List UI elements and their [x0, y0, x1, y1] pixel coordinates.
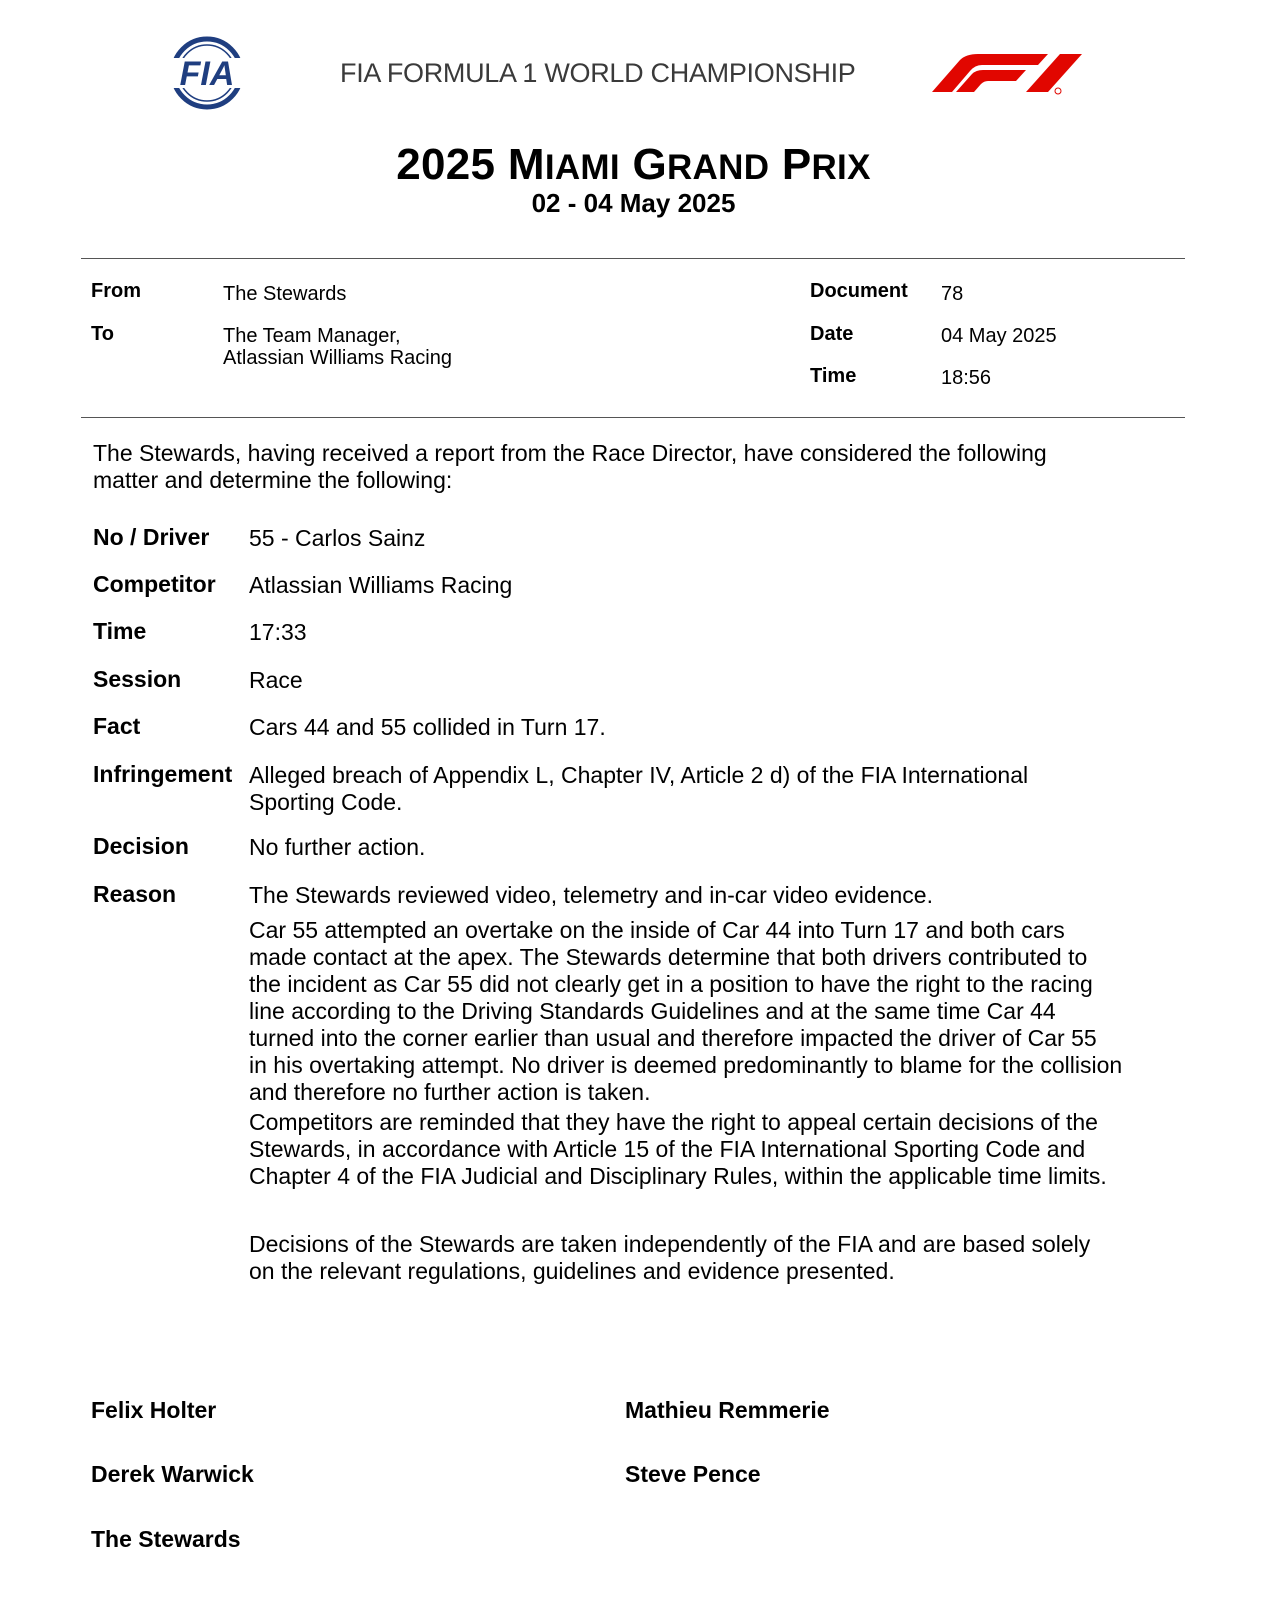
steward-name-2: Mathieu Remmerie [625, 1397, 830, 1423]
fact-value: Cars 44 and 55 collided in Turn 17. [249, 714, 606, 740]
document-value: 78 [941, 283, 964, 305]
incident-time-label: Time [93, 618, 147, 644]
top-divider [81, 258, 1185, 259]
event-dates: 02 - 04 May 2025 [531, 188, 736, 218]
from-value: The Stewards [223, 283, 347, 305]
time-value: 18:56 [941, 367, 992, 389]
date-value: 04 May 2025 [941, 325, 1057, 347]
fact-label: Fact [93, 713, 141, 739]
steward-name-4: Steve Pence [625, 1461, 761, 1487]
decision-label: Decision [93, 833, 189, 859]
steward-name-3: Derek Warwick [91, 1461, 254, 1487]
to-label: To [91, 323, 114, 345]
f1-logo [930, 50, 1085, 98]
session-label: Session [93, 666, 182, 692]
competitor-label: Competitor [93, 571, 216, 597]
steward-name-1: Felix Holter [91, 1397, 217, 1423]
infringement-value: Alleged breach of Appendix L, Chapter IV, Article 2 d) of the FIA International Sporting Code. [249, 762, 1029, 815]
document-label: Document [810, 280, 908, 302]
reason-paragraph-1: The Stewards reviewed video, telemetry and in-car video evidence. [249, 882, 933, 908]
reason-paragraph-3: Competitors are reminded that they have the right to appeal certain decisions of the Stewards, in accordance with Article 15 of the FIA International Sporting Code and Chapter 4 of the FIA Judicial and Disciplinary Rules, within the applicable time limits. [249, 1109, 1107, 1189]
time-label: Time [810, 365, 857, 387]
infringement-label: Infringement [93, 761, 233, 787]
from-label: From [91, 280, 141, 302]
reason-paragraph-2: Car 55 attempted an overtake on the inside of Car 44 into Turn 17 and both cars made contact at the apex. The Stewards determine that both drivers contributed to the incident as Car 55 did not clearly get in a position to have the right to the racing line according to the Driving Standards Guidelines and at the same time Car 44 turned into the corner earlier than usual and therefore impacted the driver of Car 55 in his overtaking attempt. No driver is deemed predominantly to blame for the collision and therefore no further action is taken. [249, 917, 1123, 1105]
to-value [223, 325, 452, 369]
session-value: Race [249, 667, 303, 693]
reason-paragraph-4: Decisions of the Stewards are taken independently of the FIA and are based solely on the relevant regulations, guidelines and evidence presented. [249, 1231, 1091, 1284]
fia-logo [152, 36, 262, 110]
decision-value: No further action. [249, 834, 426, 860]
intro-paragraph: The Stewards, having received a report from the Race Director, have considered the following matter and determine the following: [93, 440, 1047, 493]
driver-label: No / Driver [93, 524, 210, 550]
event-title: 2025 MIAMI GRAND PRIX [396, 140, 871, 189]
date-label: Date [810, 323, 854, 345]
competitor-value: Atlassian Williams Racing [249, 572, 513, 598]
to-value-line-1: The Team Manager, [223, 325, 401, 347]
bottom-divider [81, 417, 1185, 418]
reason-label: Reason [93, 881, 177, 907]
stewards-footer: The Stewards [91, 1526, 241, 1552]
incident-time-value: 17:33 [249, 619, 307, 645]
championship-title: FIA FORMULA 1 WORLD CHAMPIONSHIP [340, 58, 856, 88]
fia-logo-text: FIA [179, 55, 235, 93]
to-value-line-2: Atlassian Williams Racing [223, 347, 452, 369]
driver-value: 55 - Carlos Sainz [249, 525, 426, 551]
